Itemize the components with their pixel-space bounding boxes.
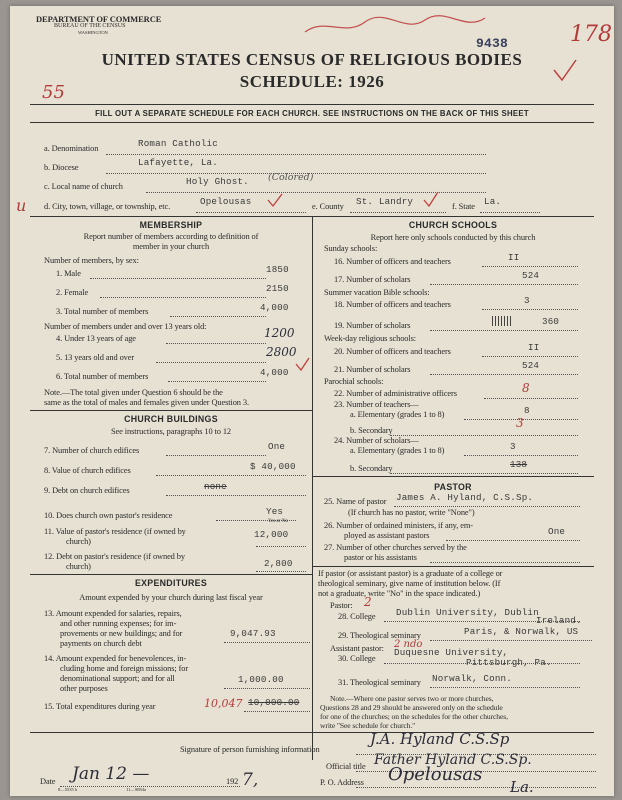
- red-pencil-55: 55: [42, 82, 65, 103]
- q16-label: 16. Number of officers and teachers: [334, 257, 451, 266]
- pastor-label: Pastor:: [330, 601, 353, 610]
- expenditures-intro: Amount expended by your church during last fiscal year: [79, 593, 263, 602]
- expenditures-heading: EXPENDITURES: [134, 578, 208, 588]
- year-handwritten: 7,: [242, 770, 259, 790]
- pastor-note-4: write "See schedule for church.": [320, 721, 416, 730]
- q29-label: 29. Theological seminary: [338, 631, 421, 640]
- membership-intro-1: Report number of members according to definition of: [83, 232, 259, 241]
- q18-value: 3: [524, 295, 530, 306]
- buildings-heading: CHURCH BUILDINGS: [124, 414, 218, 424]
- schools-intro: Report here only schools conducted by this church: [370, 233, 536, 242]
- q22-label: 22. Number of administrative officers: [334, 389, 457, 398]
- q22-value: 8: [522, 381, 530, 395]
- q14-label-3: denominational support; and for all: [60, 674, 175, 683]
- form-number-2: 11—9084a: [126, 787, 146, 792]
- q30-value-cont: Pittsburgh, Pa.: [466, 657, 552, 668]
- q28-value-cont: Ireland.: [536, 615, 582, 626]
- q10-label: 10. Does church own pastor's residence: [44, 511, 173, 520]
- q29-value: Paris, & Norwalk, US: [464, 626, 579, 637]
- signature-label: Signature of person furnishing information: [180, 745, 320, 754]
- value-city: Opelousas: [200, 196, 252, 207]
- q25-hint: (If church has no pastor, write "None"): [348, 508, 475, 517]
- q28-label: 28. College: [338, 612, 376, 621]
- q28-value: Dublin University, Dublin: [396, 607, 539, 618]
- label-local-name: c. Local name of church: [44, 182, 123, 191]
- official-title-handwritten: Father Hyland C.S.Sp.: [374, 752, 532, 768]
- members-by-sex: Number of members, by sex:: [44, 256, 139, 265]
- assistant-mark: 2 ndo: [394, 639, 423, 650]
- q21-label: 21. Number of scholars: [334, 365, 411, 374]
- weekday-schools: Week-day religious schools:: [324, 334, 416, 343]
- value-state: La.: [484, 196, 502, 207]
- q24b-label: b. Secondary: [350, 464, 393, 473]
- red-check-total-icon: [294, 356, 312, 374]
- q25-value: James A. Hyland, C.S.Sp.: [396, 492, 534, 503]
- po-address-label: P. O. Address: [320, 778, 364, 787]
- schedule-year: SCHEDULE: 1926: [239, 72, 385, 91]
- q14-value: 1,000.00: [238, 674, 284, 685]
- q30-label: 30. College: [338, 654, 376, 663]
- colored-annotation: (Colored): [268, 172, 314, 183]
- red-pencil-178: 178: [570, 22, 612, 47]
- value-county: St. Landry: [356, 196, 414, 207]
- graduate-intro-3: not a graduate, write "No" in the space indicated.): [318, 589, 481, 598]
- membership-intro-2: member in your church: [132, 242, 210, 251]
- value-local-name: Holy Ghost.: [186, 176, 249, 187]
- q23b-label: b. Secondary: [350, 426, 393, 435]
- date-label: Date: [40, 777, 56, 786]
- red-scribble-icon: [295, 12, 495, 44]
- q8-label: 8. Value of church edifices: [44, 466, 131, 475]
- q13-label: 13. Amount expended for salaries, repairs,: [44, 609, 182, 618]
- q6-label: 6. Total number of members: [56, 372, 149, 381]
- signature-handwritten: J.A. Hyland C.S.Sp: [370, 730, 510, 748]
- q19-value: 360: [542, 316, 560, 327]
- value-denomination: Roman Catholic: [138, 138, 218, 149]
- q25-label: 25. Name of pastor: [324, 497, 387, 506]
- parochial-schools: Parochial schools:: [324, 377, 384, 386]
- pastor-note-3: for one of the churches; on the schedules for the other churches,: [320, 712, 508, 721]
- q11-label: 11. Value of pastor's residence (if owned by: [44, 527, 186, 536]
- q14-label-4: other purposes: [60, 684, 108, 693]
- q15-value: 10,000.00: [248, 697, 300, 708]
- q2-value: 2150: [266, 283, 289, 294]
- q7-value: One: [268, 441, 286, 452]
- label-denomination: a. Denomination: [44, 144, 99, 153]
- q1-value: 1850: [266, 264, 289, 275]
- official-title-label: Official title: [326, 762, 366, 771]
- q23a-label: a. Elementary (grades 1 to 8): [350, 410, 445, 419]
- pastor-note-1: Note.—Where one pastor serves two or more churches,: [330, 694, 494, 703]
- pastor-mark: 2: [364, 595, 372, 609]
- date-handwritten: Jan 12 —: [72, 764, 150, 784]
- q26-label-cont: ployed as assistant pastors: [344, 531, 430, 540]
- q4-label: 4. Under 13 years of age: [56, 334, 136, 343]
- q27-label-cont: pastor or his assistants: [344, 553, 417, 562]
- q11-value: 12,000: [254, 529, 289, 540]
- q6-value: 4,000: [260, 367, 289, 378]
- q31-label: 31. Theological seminary: [338, 678, 421, 687]
- q14-label-2: cluding home and foreign missions; for: [60, 664, 189, 673]
- q8-value: $ 40,000: [250, 461, 296, 472]
- q26-value: One: [548, 526, 566, 537]
- assistant-pastor-label: Assistant pastor:: [330, 644, 384, 653]
- q9-label: 9. Debt on church edifices: [44, 486, 130, 495]
- q3-label: 3. Total number of members: [56, 307, 149, 316]
- q19-label: 19. Number of scholars: [334, 321, 411, 330]
- q24a-label: a. Elementary (grades 1 to 8): [350, 446, 445, 455]
- census-schedule-sheet: [10, 6, 614, 796]
- age-intro: Number of members under and over 13 years old:: [44, 322, 207, 331]
- q13-label-4: payments on church debt: [60, 639, 142, 648]
- q1-label: 1. Male: [56, 269, 81, 278]
- q17-label: 17. Number of scholars: [334, 275, 411, 284]
- form-number-1: 8—5535 h: [58, 787, 78, 792]
- label-state: f. State: [452, 202, 475, 211]
- separate-schedule-instruction: FILL OUT A SEPARATE SCHEDULE FOR EACH CHURCH. SEE INSTRUCTIONS ON THE BACK OF THIS SHEET: [95, 109, 529, 118]
- bureau-city: WASHINGTON: [78, 30, 108, 35]
- pastor-heading: PASTOR: [434, 482, 472, 492]
- schools-heading: CHURCH SCHOOLS: [408, 220, 498, 230]
- q5-label: 5. 13 years old and over: [56, 353, 135, 362]
- graduate-intro-1: If pastor (or assistant pastor) is a graduate of a college or: [318, 569, 503, 578]
- form-title: UNITED STATES CENSUS OF RELIGIOUS BODIES: [101, 50, 523, 69]
- year-prefix: 192: [226, 777, 239, 786]
- q20-label: 20. Number of officers and teachers: [334, 347, 451, 356]
- value-diocese: Lafayette, La.: [138, 157, 218, 168]
- red-check-county-icon: [422, 190, 442, 210]
- q11-label-cont: church): [66, 537, 91, 546]
- sunday-schools: Sunday schools:: [324, 244, 378, 253]
- q14-label: 14. Amount expended for benevolences, in-: [44, 654, 187, 663]
- label-county: e. County: [312, 202, 344, 211]
- q24a-value: 3: [510, 441, 516, 452]
- q5-value: 2800: [266, 345, 297, 359]
- q9-value: none: [204, 481, 227, 492]
- q30-value: Duquesne University,: [394, 647, 509, 658]
- q13-label-2: and other running expenses; for im-: [60, 619, 177, 628]
- q15-handwritten: 10,047: [204, 697, 243, 710]
- q3-value: 4,000: [260, 302, 289, 313]
- q23a-value: 8: [524, 405, 530, 416]
- address-state-handwritten: La.: [510, 778, 534, 796]
- q20-value: II: [528, 342, 540, 353]
- q23-label: 23. Number of teachers—: [334, 400, 419, 409]
- graduate-intro-2: theological seminary, give name of institution below. (If: [318, 579, 501, 588]
- q27-label: 27. Number of other churches served by the: [324, 543, 467, 552]
- q10-value: Yes: [266, 506, 284, 517]
- membership-heading: MEMBERSHIP: [139, 220, 203, 230]
- bureau-name: BUREAU OF THE CENSUS: [54, 23, 126, 29]
- q12-label: 12. Debt on pastor's residence (if owned by: [44, 552, 185, 561]
- q17-value: 524: [522, 270, 540, 281]
- membership-note-2: same as the total of males and females given under Question 3.: [44, 398, 249, 407]
- q2-label: 2. Female: [56, 288, 89, 297]
- q4-value: 1200: [264, 326, 295, 340]
- membership-note-1: Note.—The total given under Question 6 should be the: [44, 388, 223, 397]
- obliterated-entry: [492, 316, 512, 326]
- pastor-note-2: Questions 28 and 29 should be answered only on the schedule: [320, 703, 503, 712]
- label-diocese: b. Diocese: [44, 163, 79, 172]
- address-handwritten: Opelousas: [388, 764, 483, 785]
- red-check-city-icon: [266, 192, 286, 210]
- q31-value: Norwalk, Conn.: [432, 673, 512, 684]
- buildings-intro: See instructions, paragraphs 10 to 12: [110, 427, 232, 436]
- q23b-value: 3: [516, 416, 524, 430]
- q26-label: 26. Number of ordained ministers, if any, em-: [324, 521, 473, 530]
- summer-schools: Summer vacation Bible schools:: [324, 288, 430, 297]
- q13-value: 9,047.93: [230, 628, 276, 639]
- department-name: DEPARTMENT OF COMMERCE: [36, 14, 162, 24]
- q15-label: 15. Total expenditures during year: [44, 702, 156, 711]
- q16-value: II: [508, 252, 520, 263]
- q24-label: 24. Number of scholars—: [334, 436, 419, 445]
- q12-label-cont: church): [66, 562, 91, 571]
- q13-label-3: provements or new buildings; and for: [60, 629, 183, 638]
- label-city: d. City, town, village, or township, etc.: [44, 202, 171, 211]
- serial-number: 9438: [476, 36, 509, 51]
- q24b-value: 138: [510, 459, 528, 470]
- red-pencil-u: u: [16, 196, 27, 215]
- q21-value: 524: [522, 360, 540, 371]
- yes-or-no-hint: Yes or No: [268, 519, 289, 524]
- q7-label: 7. Number of church edifices: [44, 446, 140, 455]
- q18-label: 18. Number of officers and teachers: [334, 300, 451, 309]
- q12-value: 2,800: [264, 558, 293, 569]
